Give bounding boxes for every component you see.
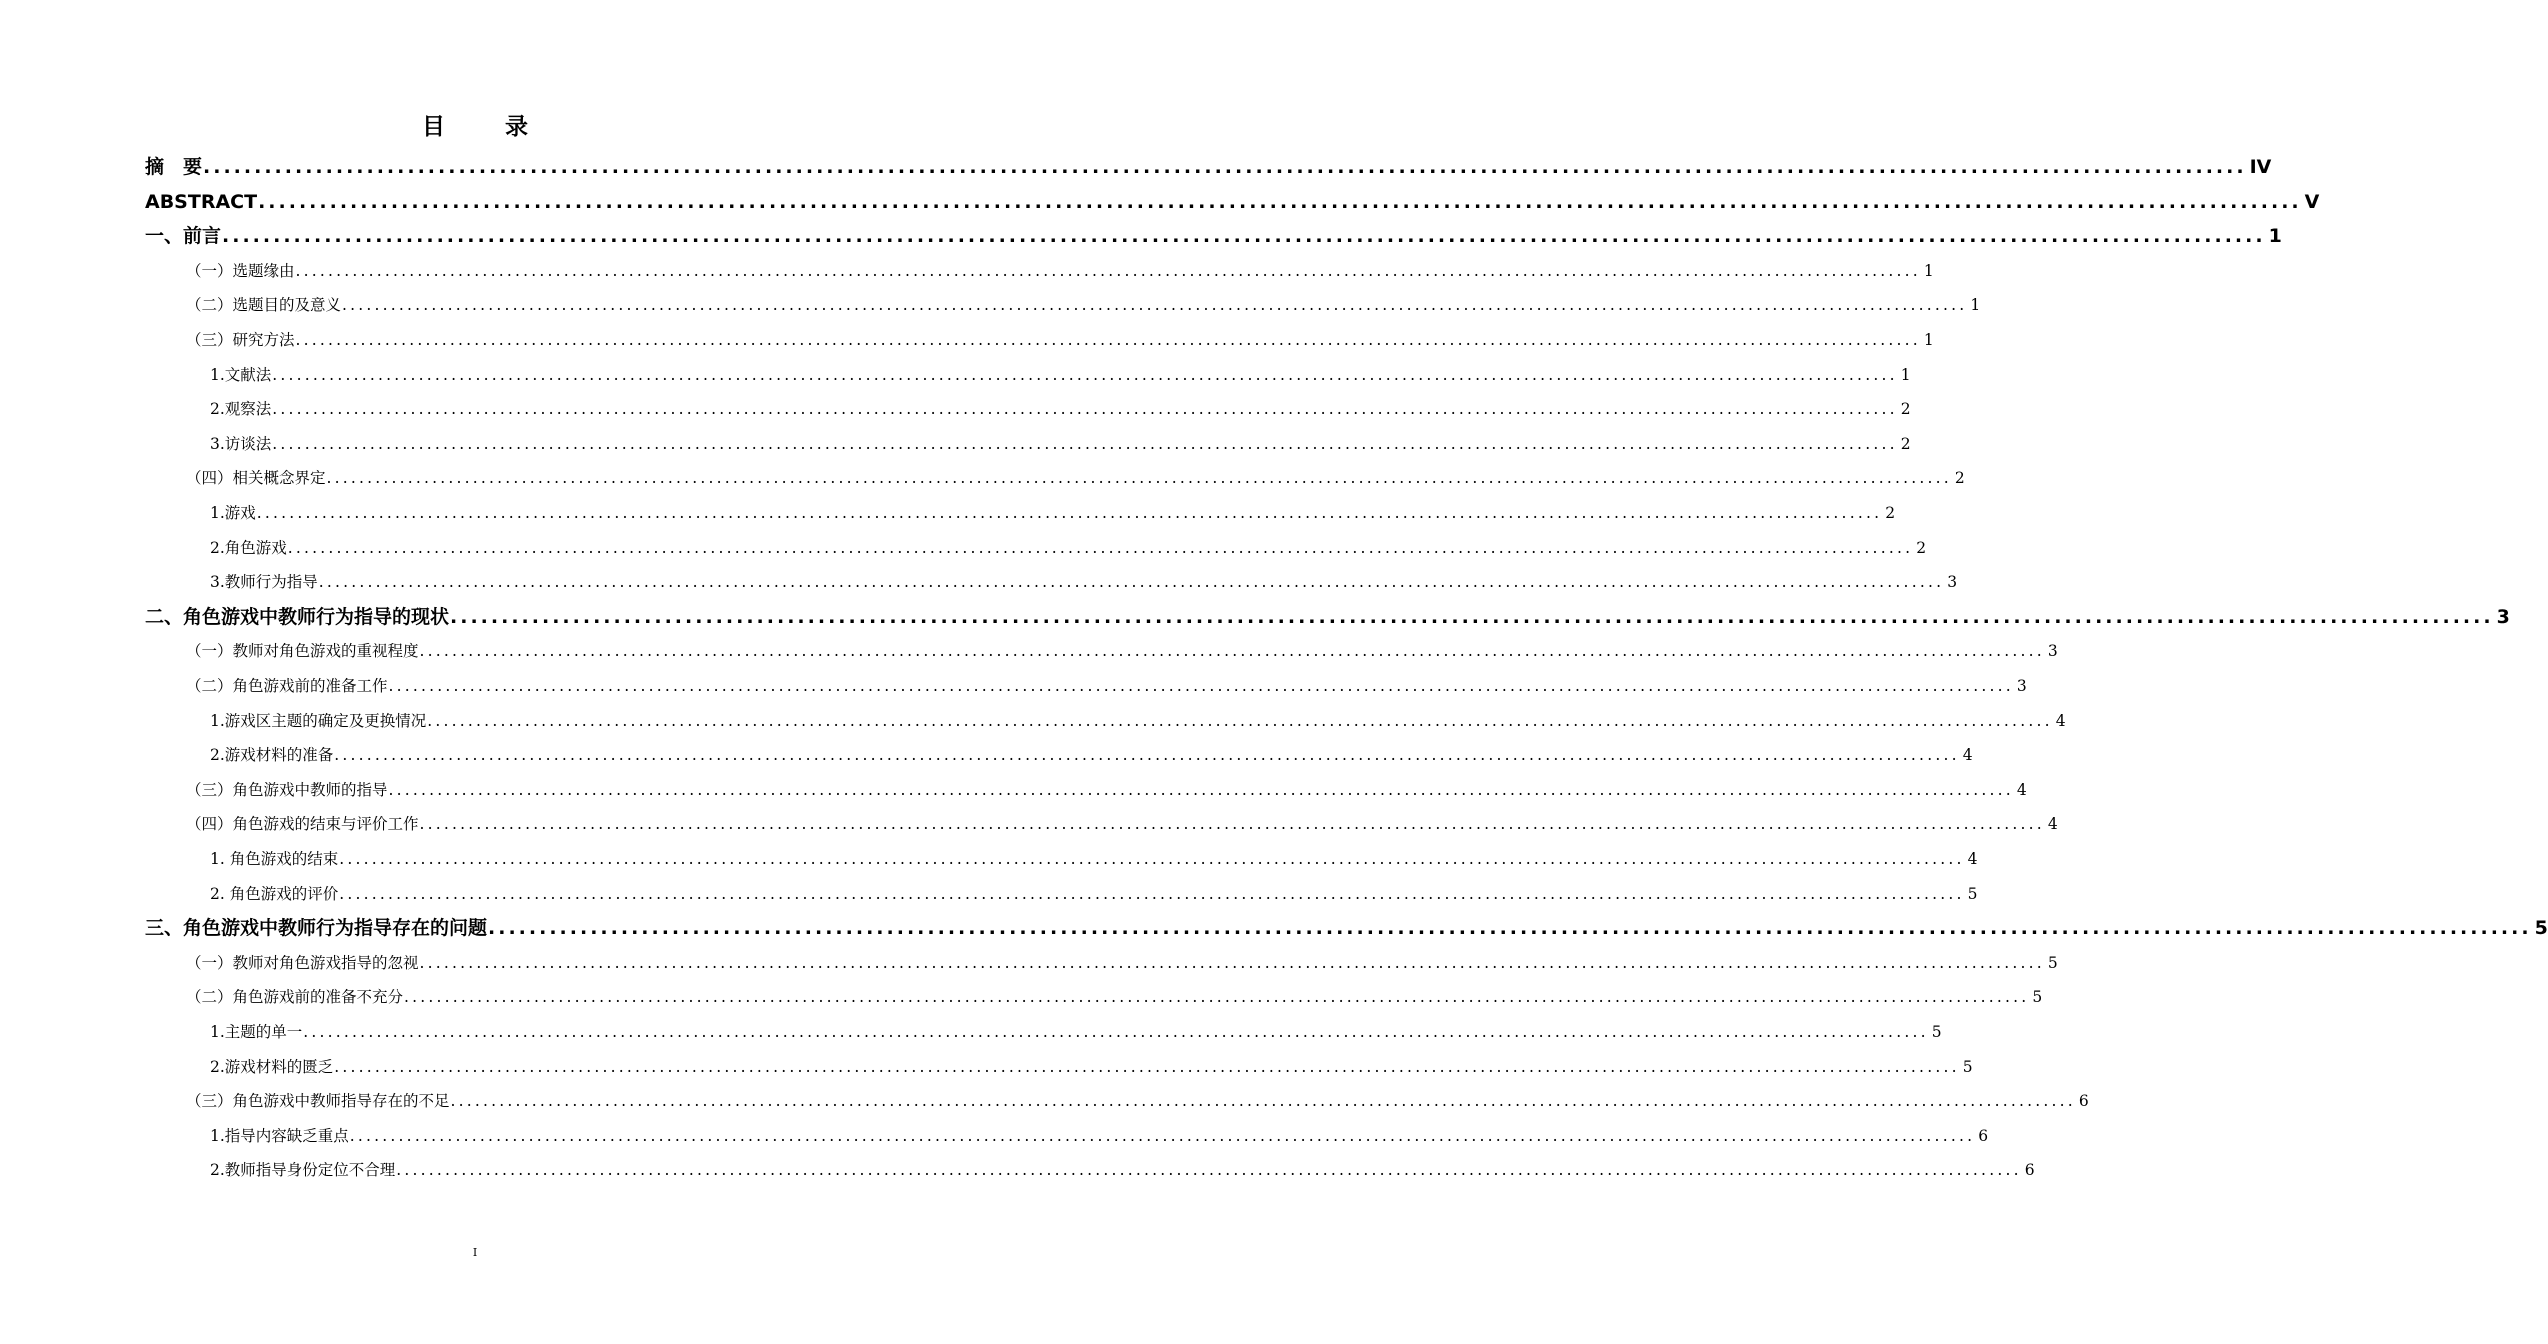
toc-entry-text: ABSTRACT — [145, 190, 258, 213]
toc-entry-text: （一）选题缘由 — [186, 261, 295, 280]
toc-entry-page: 5 — [2534, 917, 2548, 940]
toc-entry[interactable] — [210, 567, 1958, 597]
dot-leader: ........................................................................................................................................................................................................ — [326, 469, 1952, 488]
dot-leader: ........................................................................................................................................................................................................ — [419, 642, 2045, 661]
toc-entry-page: 1 — [1923, 331, 1934, 349]
toc-entry-page: IV — [2249, 156, 2272, 178]
toc-entry-page: 1 — [2268, 225, 2282, 248]
dot-leader: ........................................................................................................................................................................................................ — [272, 400, 1898, 419]
toc-entry-text: （四）角色游戏的结束与评价工作 — [186, 815, 419, 834]
toc-entry-page: 4 — [2047, 815, 2058, 834]
toc-entry-text: 三、角色游戏中教师行为指导存在的问题 — [145, 917, 488, 940]
toc-entry-page: 6 — [2024, 1161, 2035, 1180]
toc-entry-page: 6 — [1978, 1126, 1989, 1145]
toc-entry[interactable] — [186, 636, 2058, 666]
toc-entry-page: 2 — [1954, 469, 1965, 488]
toc-entry[interactable] — [186, 671, 2027, 701]
dot-leader: ........................................................................................................................................................................................................ — [404, 988, 2030, 1007]
toc-entry-text: （四）相关概念界定 — [186, 469, 326, 488]
toc-entry-page: 1 — [1900, 365, 1911, 384]
toc-entry-text: （二）选题目的及意义 — [186, 296, 342, 315]
toc-entry-text: 2.角色游戏 — [210, 538, 287, 557]
toc-entry-text: （三）角色游戏中教师的指导 — [186, 780, 388, 799]
toc-entry-text: 1.主题的单一 — [210, 1023, 303, 1041]
toc-entry-page: 3 — [2496, 605, 2510, 628]
toc-entry-page: 2 — [1900, 434, 1911, 453]
toc-entry-page: 1 — [1970, 296, 1981, 315]
toc-entry-text: 2.游戏材料的匮乏 — [210, 1057, 334, 1076]
toc-entry-text: 1.游戏 — [210, 504, 256, 522]
toc-entry[interactable] — [186, 948, 2058, 978]
toc-entry[interactable] — [145, 602, 2510, 632]
dot-leader: ........................................................................................................................................................................................................ — [258, 190, 2302, 213]
dot-leader: ........................................................................................................................................................................................................ — [295, 261, 1921, 280]
toc-entry[interactable] — [210, 740, 1973, 770]
toc-entry[interactable] — [186, 1086, 2089, 1116]
toc-entry-page: 6 — [2078, 1092, 2089, 1111]
toc-entry[interactable] — [210, 1052, 1973, 1082]
toc-entry-text: （三）角色游戏中教师指导存在的不足 — [186, 1092, 450, 1111]
toc-entry[interactable] — [145, 221, 2282, 251]
toc-entry-text: 2. 角色游戏的评价 — [210, 884, 339, 903]
toc-entry-text: （一）教师对角色游戏指导的忽视 — [186, 953, 419, 972]
dot-leader: ........................................................................................................................................................................................................ — [339, 884, 1965, 903]
toc-entry-page: 4 — [1967, 850, 1978, 868]
dot-leader: ........................................................................................................................................................................................................ — [342, 296, 1968, 315]
toc-entry[interactable] — [145, 913, 2548, 943]
dot-leader: ........................................................................................................................................................................................................ — [488, 917, 2532, 940]
toc-entry[interactable] — [210, 429, 1911, 459]
toc-title: 目 录 — [421, 114, 554, 140]
dot-leader: ........................................................................................................................................................................................................ — [450, 1092, 2076, 1111]
toc-entry-page: 4 — [2016, 780, 2027, 799]
dot-leader: ........................................................................................................................................................................................................ — [349, 1126, 1976, 1145]
toc-entry-text: 二、角色游戏中教师行为指导的现状 — [145, 605, 450, 628]
toc-entry[interactable] — [210, 360, 1911, 390]
dot-leader: ........................................................................................................................................................................................................ — [339, 850, 1965, 868]
toc-entry[interactable] — [186, 775, 2027, 805]
toc-entry-text: 2.教师指导身份定位不合理 — [210, 1161, 396, 1180]
toc-entry-page: 4 — [2055, 711, 2066, 730]
dot-leader: ........................................................................................................................................................................................................ — [334, 1057, 1960, 1076]
dot-leader: ........................................................................................................................................................................................................ — [295, 331, 1921, 349]
toc-entry[interactable] — [186, 290, 1981, 320]
dot-leader: ........................................................................................................................................................................................................ — [334, 746, 1960, 765]
toc-entry-text: （一）教师对角色游戏的重视程度 — [186, 642, 419, 661]
toc-entry-text: 3.教师行为指导 — [210, 573, 318, 592]
dot-leader: ........................................................................................................................................................................................................ — [203, 156, 2247, 178]
toc-entry-page: V — [2304, 190, 2320, 213]
toc-entry[interactable] — [210, 1017, 1942, 1047]
toc-entry[interactable] — [210, 879, 1978, 909]
toc-entry-text: 1.指导内容缺乏重点 — [210, 1126, 349, 1145]
toc-entry-text: （二）角色游戏前的准备不充分 — [186, 988, 404, 1007]
toc-entry[interactable] — [186, 463, 1965, 493]
toc-entry-text: 1.游戏区主题的确定及更换情况 — [210, 711, 427, 730]
toc-entry-page: 5 — [2032, 988, 2043, 1007]
dot-leader: ........................................................................................................................................................................................................ — [419, 815, 2045, 834]
dot-leader: ........................................................................................................................................................................................................ — [396, 1161, 2022, 1180]
toc-entry-page: 3 — [2016, 677, 2027, 695]
toc-entry-text: 1. 角色游戏的结束 — [210, 850, 339, 868]
toc-entry-text: 3.访谈法 — [210, 434, 272, 453]
toc-entry-text: （三）研究方法 — [186, 331, 295, 349]
dot-leader: ........................................................................................................................................................................................................ — [303, 1023, 1929, 1041]
dot-leader: ........................................................................................................................................................................................................ — [272, 434, 1898, 453]
dot-leader: ........................................................................................................................................................................................................ — [427, 711, 2053, 730]
toc-entry[interactable] — [210, 394, 1911, 424]
toc-entry[interactable] — [210, 533, 1927, 563]
dot-leader: ........................................................................................................................................................................................................ — [318, 573, 1945, 592]
toc-entry-page: 5 — [1967, 884, 1978, 903]
toc-entry-text: （二）角色游戏前的准备工作 — [186, 677, 388, 695]
toc-entry[interactable] — [186, 982, 2043, 1012]
toc-entry-text: 2.游戏材料的准备 — [210, 746, 334, 765]
toc-entry[interactable] — [210, 706, 2066, 736]
dot-leader: ........................................................................................................................................................................................................ — [287, 538, 1914, 557]
dot-leader: ........................................................................................................................................................................................................ — [256, 504, 1883, 522]
toc-entry-page: 2 — [1916, 538, 1927, 557]
dot-leader: ........................................................................................................................................................................................................ — [222, 225, 2266, 248]
dot-leader: ........................................................................................................................................................................................................ — [419, 953, 2045, 972]
dot-leader: ........................................................................................................................................................................................................ — [388, 780, 2014, 799]
toc-entry[interactable] — [210, 1155, 2035, 1185]
toc-entry-page: 2 — [1885, 504, 1896, 522]
toc-entry-page: 1 — [1923, 261, 1934, 280]
toc-entry-text: 2.观察法 — [210, 400, 272, 419]
toc-entry-page: 5 — [1962, 1057, 1973, 1076]
toc-entry-text: 一、前言 — [145, 225, 222, 248]
dot-leader: ........................................................................................................................................................................................................ — [388, 677, 2014, 695]
toc-entry-page: 4 — [1962, 746, 1973, 765]
toc-entry-page: 5 — [1931, 1023, 1942, 1041]
toc-entry-text: 摘 要 — [145, 156, 203, 178]
toc-entry[interactable] — [186, 809, 2058, 839]
toc-entry[interactable] — [186, 325, 1934, 355]
dot-leader: ........................................................................................................................................................................................................ — [272, 365, 1898, 384]
toc-entry[interactable] — [145, 187, 2320, 217]
toc-entry[interactable] — [210, 498, 1896, 528]
toc-entry[interactable] — [210, 844, 1978, 874]
toc-entry[interactable] — [145, 152, 2272, 182]
dot-leader: ........................................................................................................................................................................................................ — [450, 605, 2494, 628]
toc-entry-text: 1.文献法 — [210, 365, 272, 384]
toc-entry[interactable] — [186, 256, 1934, 286]
toc-entry-page: 3 — [1947, 573, 1958, 592]
toc-entry-page: 3 — [2047, 642, 2058, 661]
toc-entry[interactable] — [210, 1121, 1989, 1151]
toc-entry-page: 2 — [1900, 400, 1911, 419]
toc-entry-page: 5 — [2047, 953, 2058, 972]
page-number: I — [472, 1246, 478, 1259]
